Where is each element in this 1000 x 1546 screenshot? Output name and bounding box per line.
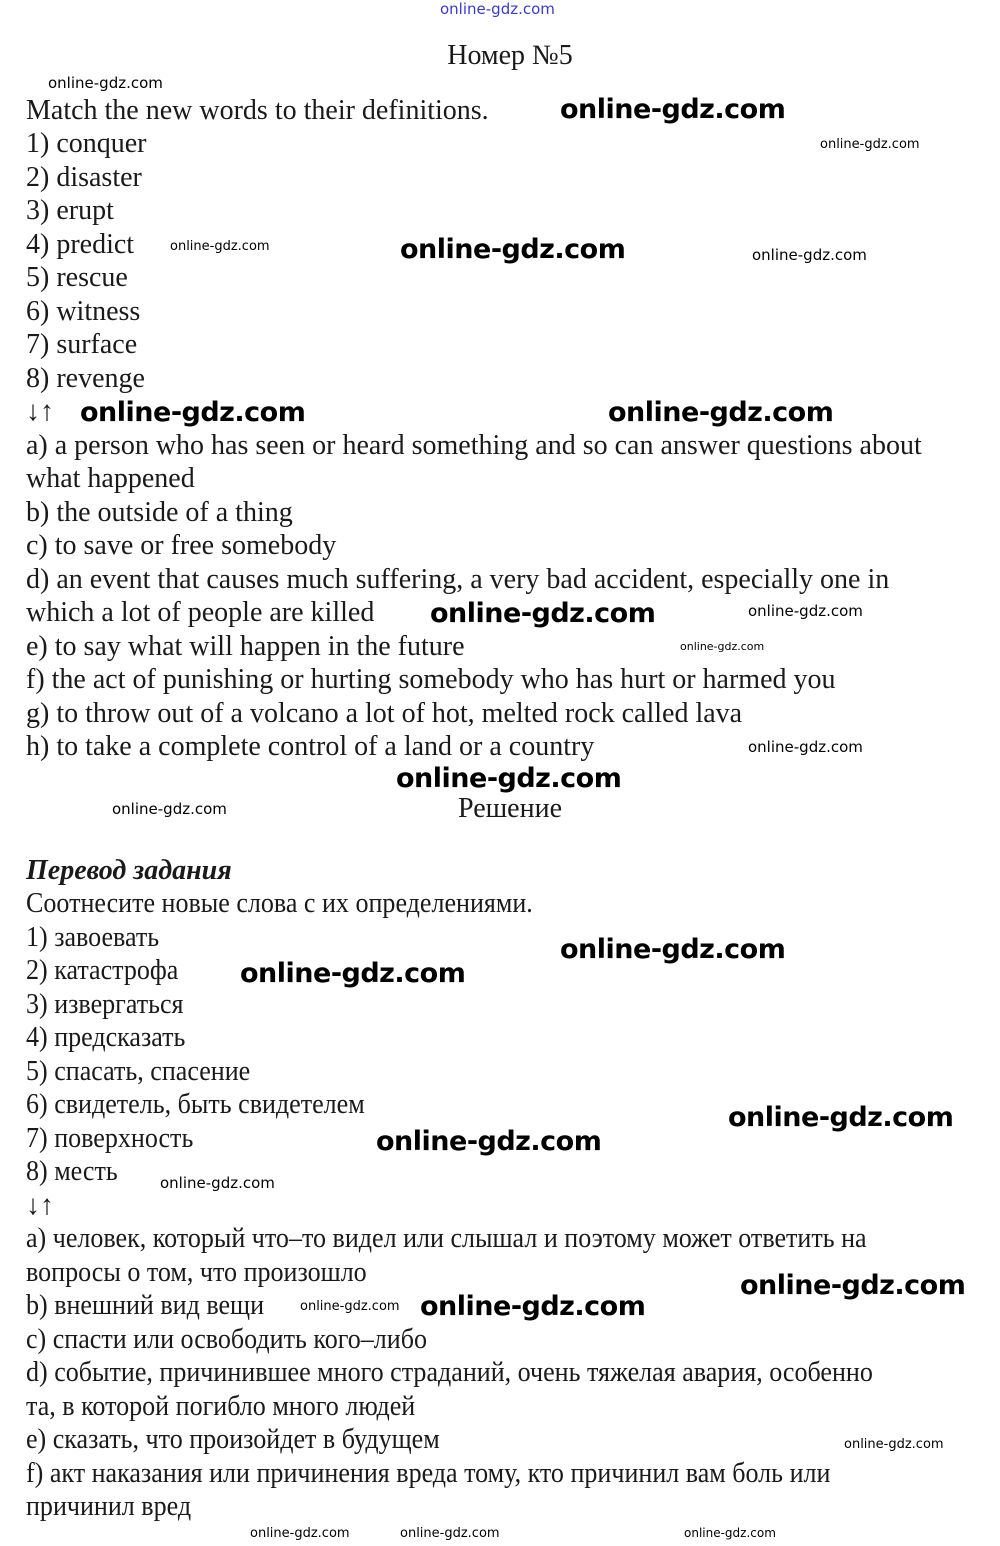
watermark: online-gdz.com — [112, 800, 227, 818]
watermark: online-gdz.com — [844, 1437, 944, 1452]
watermark: online-gdz.com — [80, 397, 306, 428]
word-item: 2) катастрофа — [26, 955, 179, 986]
word-item: 5) спасать, спасение — [26, 1056, 251, 1087]
arrows: ↓↑ — [26, 396, 54, 427]
solution-heading: Решение — [457, 793, 562, 824]
watermark: online-gdz.com — [48, 74, 163, 92]
word-item: 7) поверхность — [26, 1123, 194, 1154]
watermark: online-gdz.com — [376, 1126, 602, 1157]
definition-item: e) to say what will happen in the future — [26, 631, 465, 662]
definition-item: c) to save or free somebody — [26, 530, 337, 561]
definition-item: b) внешний вид вещи — [26, 1290, 265, 1321]
word-item: 8) месть — [26, 1156, 118, 1187]
definition-item: f) акт наказания или причинения вреда тому, кто причинил вам боль или — [26, 1458, 831, 1489]
watermark: online-gdz.com — [680, 640, 765, 653]
word-item: 5) rescue — [26, 262, 128, 293]
translation-instruction: Соотнесите новые слова с их определениями. — [26, 888, 533, 919]
watermark: online-gdz.com — [740, 1270, 966, 1301]
watermark: online-gdz.com — [728, 1102, 954, 1133]
word-item: 1) завоевать — [26, 922, 160, 953]
definition-item: g) to throw out of a volcano a lot of hot, melted rock called lava — [26, 698, 743, 729]
page-title: Номер №5 — [447, 40, 573, 71]
watermark: online-gdz.com — [608, 397, 834, 428]
definition-item: what happened — [26, 463, 195, 494]
watermark: online-gdz.com — [748, 602, 863, 620]
definition-item: a) a person who has seen or heard something and so can answer questions about — [26, 430, 922, 461]
watermark: online-gdz.com — [748, 738, 863, 756]
watermark: online-gdz.com — [820, 137, 920, 152]
word-item: 3) извергаться — [26, 989, 184, 1020]
watermark: online-gdz.com — [684, 1526, 776, 1540]
watermark: online-gdz.com — [400, 1526, 500, 1541]
watermark: online-gdz.com — [560, 934, 786, 965]
word-item: 1) conquer — [26, 128, 147, 159]
definition-item: e) сказать, что произойдет в будущем — [26, 1424, 440, 1455]
word-item: 4) predict — [26, 229, 135, 260]
watermark: online-gdz.com — [752, 246, 867, 264]
word-item: 4) предсказать — [26, 1022, 186, 1053]
definition-item: h) to take a complete control of a land or a country — [26, 731, 595, 762]
watermark: online-gdz.com — [396, 763, 622, 794]
word-item: 6) witness — [26, 296, 141, 327]
definition-item: a) человек, который что–то видел или слышал и поэтому может ответить на — [26, 1223, 867, 1254]
definition-item: d) an event that causes much suffering, a very bad accident, especially one in — [26, 564, 890, 595]
word-item: 3) erupt — [26, 195, 114, 226]
word-item: 2) disaster — [26, 162, 142, 193]
definition-item: вопросы о том, что произошло — [26, 1257, 367, 1288]
watermark: online-gdz.com — [430, 598, 656, 629]
definition-item: та, в которой погибло много людей — [26, 1391, 416, 1422]
definition-item: f) the act of punishing or hurting somebody who has hurt or harmed you — [26, 664, 836, 695]
definition-item: which a lot of people are killed — [26, 597, 375, 628]
watermark: online-gdz.com — [250, 1526, 350, 1541]
watermark: online-gdz.com — [160, 1174, 275, 1192]
word-item: 6) свидетель, быть свидетелем — [26, 1089, 365, 1120]
word-item: 8) revenge — [26, 363, 145, 394]
watermark: online-gdz.com — [420, 1291, 646, 1322]
translation-heading: Перевод задания — [26, 855, 232, 886]
definition-item: причинил вред — [26, 1491, 192, 1522]
definition-item: c) спасти или освободить кого–либо — [26, 1324, 428, 1355]
site-mark: online-gdz.com — [440, 0, 555, 18]
definition-item: b) the outside of a thing — [26, 497, 293, 528]
watermark: online-gdz.com — [560, 94, 786, 125]
watermark: online-gdz.com — [240, 958, 466, 989]
arrows: ↓↑ — [26, 1190, 54, 1221]
watermark: online-gdz.com — [400, 234, 626, 265]
watermark: online-gdz.com — [300, 1299, 400, 1314]
definition-item: d) событие, причинившее много страданий, очень тяжелая авария, особенно — [26, 1357, 873, 1388]
word-item: 7) surface — [26, 329, 138, 360]
watermark: online-gdz.com — [170, 239, 270, 254]
instruction: Match the new words to their definitions. — [26, 95, 489, 126]
